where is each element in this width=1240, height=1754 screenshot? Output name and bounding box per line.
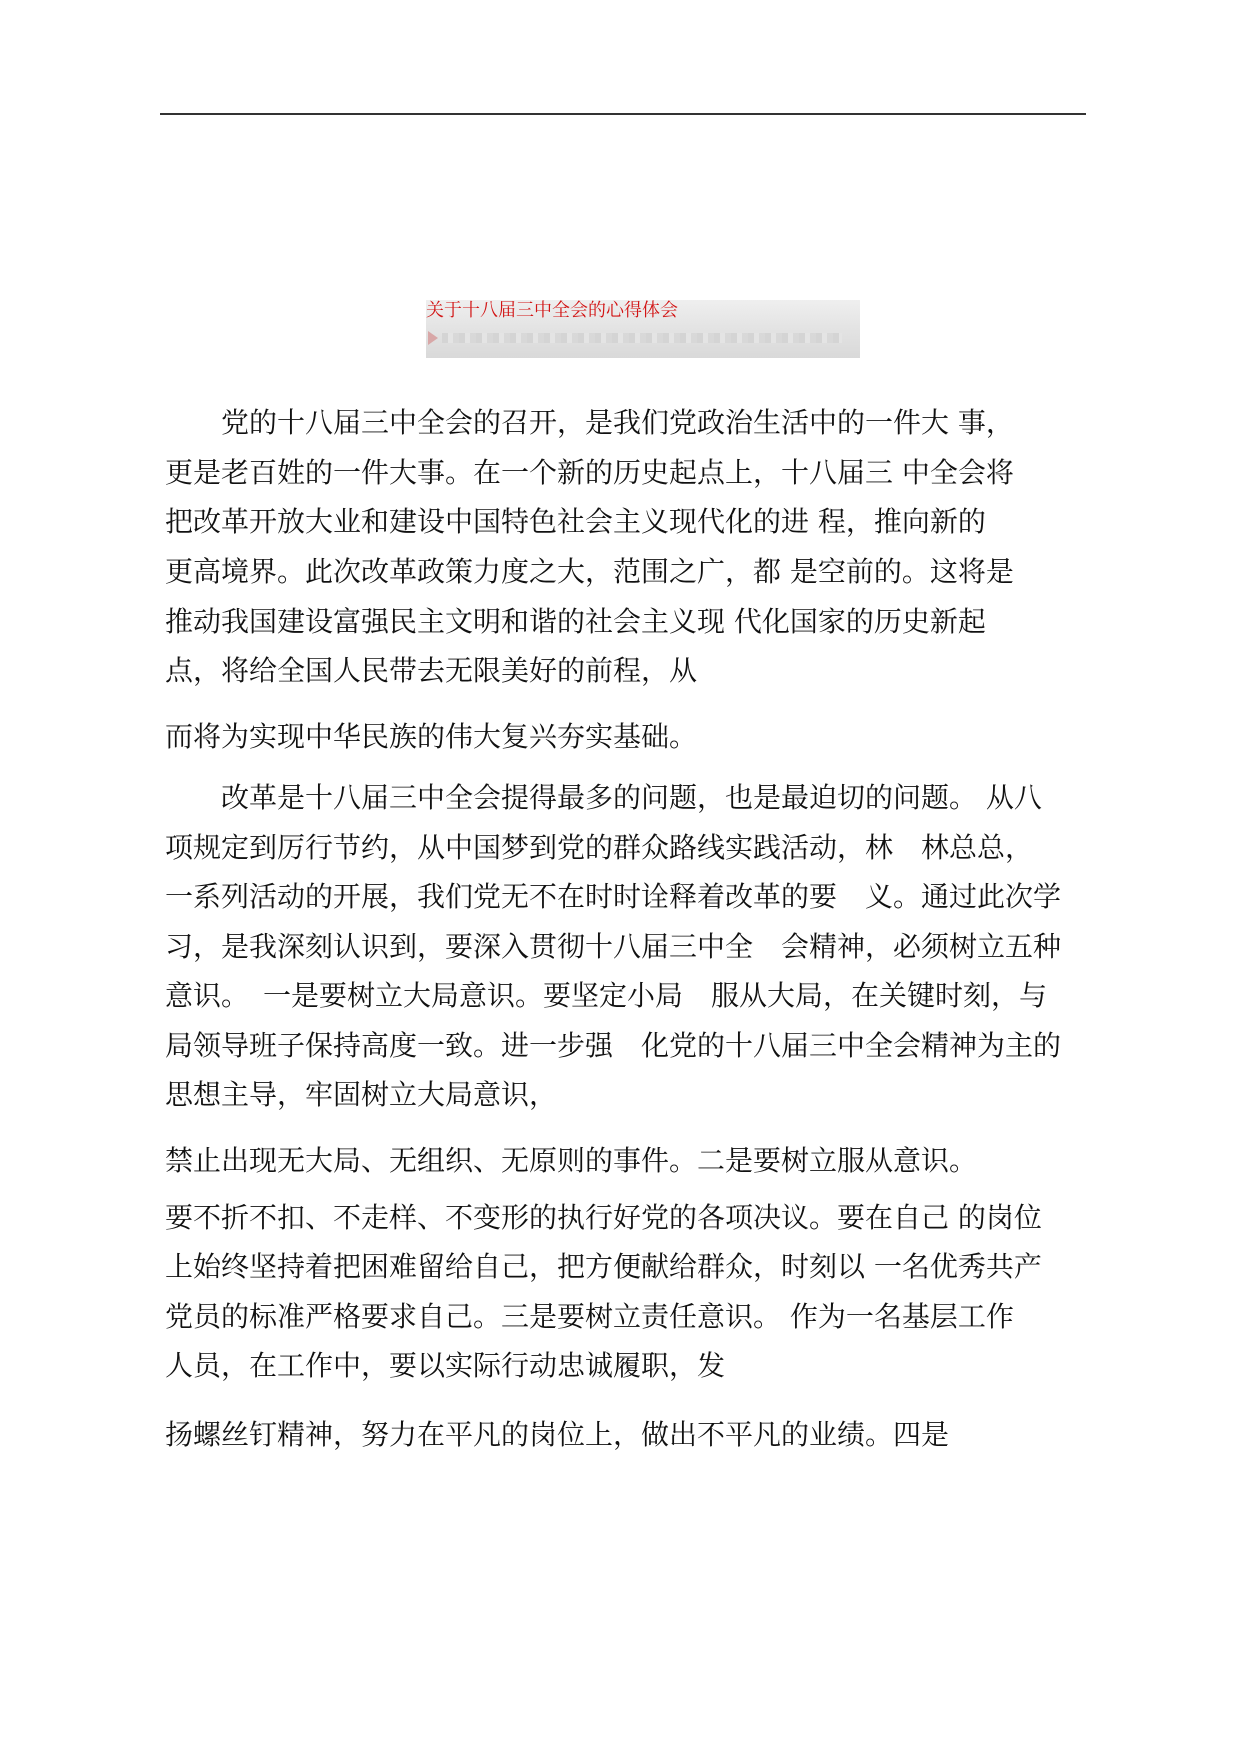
title-banner bbox=[426, 300, 860, 358]
body-line: 党员的标准严格要求自己。三是要树立责任意识。 作为一名基层工作 bbox=[165, 1300, 1014, 1333]
body-line: 人员，在工作中，要以实际行动忠诚履职，发 bbox=[165, 1349, 726, 1382]
body-line: 习，是我深刻认识到，要深入贯彻十八届三中全 会精神，必须树立五种 bbox=[165, 930, 1062, 963]
banner-decoration bbox=[442, 333, 842, 343]
header-rule bbox=[160, 113, 1086, 115]
body-line: 上始终坚持着把困难留给自己，把方便献给群众，时刻以 一名优秀共产 bbox=[165, 1250, 1042, 1283]
body-line: 思想主导，牢固树立大局意识， bbox=[165, 1078, 558, 1111]
body-line: 一系列活动的开展，我们党无不在时时诠释着改革的要 义。通过此次学 bbox=[165, 880, 1062, 913]
arrow-icon bbox=[428, 331, 438, 345]
body-line: 扬螺丝钉精神，努力在平凡的岗位上，做出不平凡的业绩。四是 bbox=[165, 1418, 950, 1451]
body-line: 禁止出现无大局、无组织、无原则的事件。二是要树立服从意识。 bbox=[165, 1144, 978, 1177]
body-line: 党的十八届三中全会的召开，是我们党政治生活中的一件大 事， bbox=[165, 406, 1014, 439]
body-line: 把改革开放大业和建设中国特色社会主义现代化的进 程，推向新的 bbox=[165, 505, 986, 538]
body-line: 点，将给全国人民带去无限美好的前程，从 bbox=[165, 654, 698, 687]
document-title: 关于十八届三中全会的心得体会 bbox=[426, 300, 678, 321]
body-line: 项规定到厉行节约，从中国梦到党的群众路线实践活动，林 林总总， bbox=[165, 831, 1034, 864]
body-line: 而将为实现中华民族的伟大复兴夯实基础。 bbox=[165, 720, 698, 753]
body-line: 推动我国建设富强民主文明和谐的社会主义现 代化国家的历史新起 bbox=[165, 605, 986, 638]
body-line: 改革是十八届三中全会提得最多的问题，也是最迫切的问题。 从八 bbox=[165, 781, 1042, 814]
body-line: 更高境界。此次改革政策力度之大，范围之广，都 是空前的。这将是 bbox=[165, 555, 1014, 588]
body-line: 更是老百姓的一件大事。在一个新的历史起点上，十八届三 中全会将 bbox=[165, 456, 1014, 489]
body-line: 意识。 一是要树立大局意识。要坚定小局 服从大局，在关键时刻，与 bbox=[165, 979, 1048, 1012]
body-line: 局领导班子保持高度一致。进一步强 化党的十八届三中全会精神为主的 bbox=[165, 1029, 1062, 1062]
body-line: 要不折不扣、不走样、不变形的执行好党的各项决议。要在自己 的岗位 bbox=[165, 1201, 1042, 1234]
